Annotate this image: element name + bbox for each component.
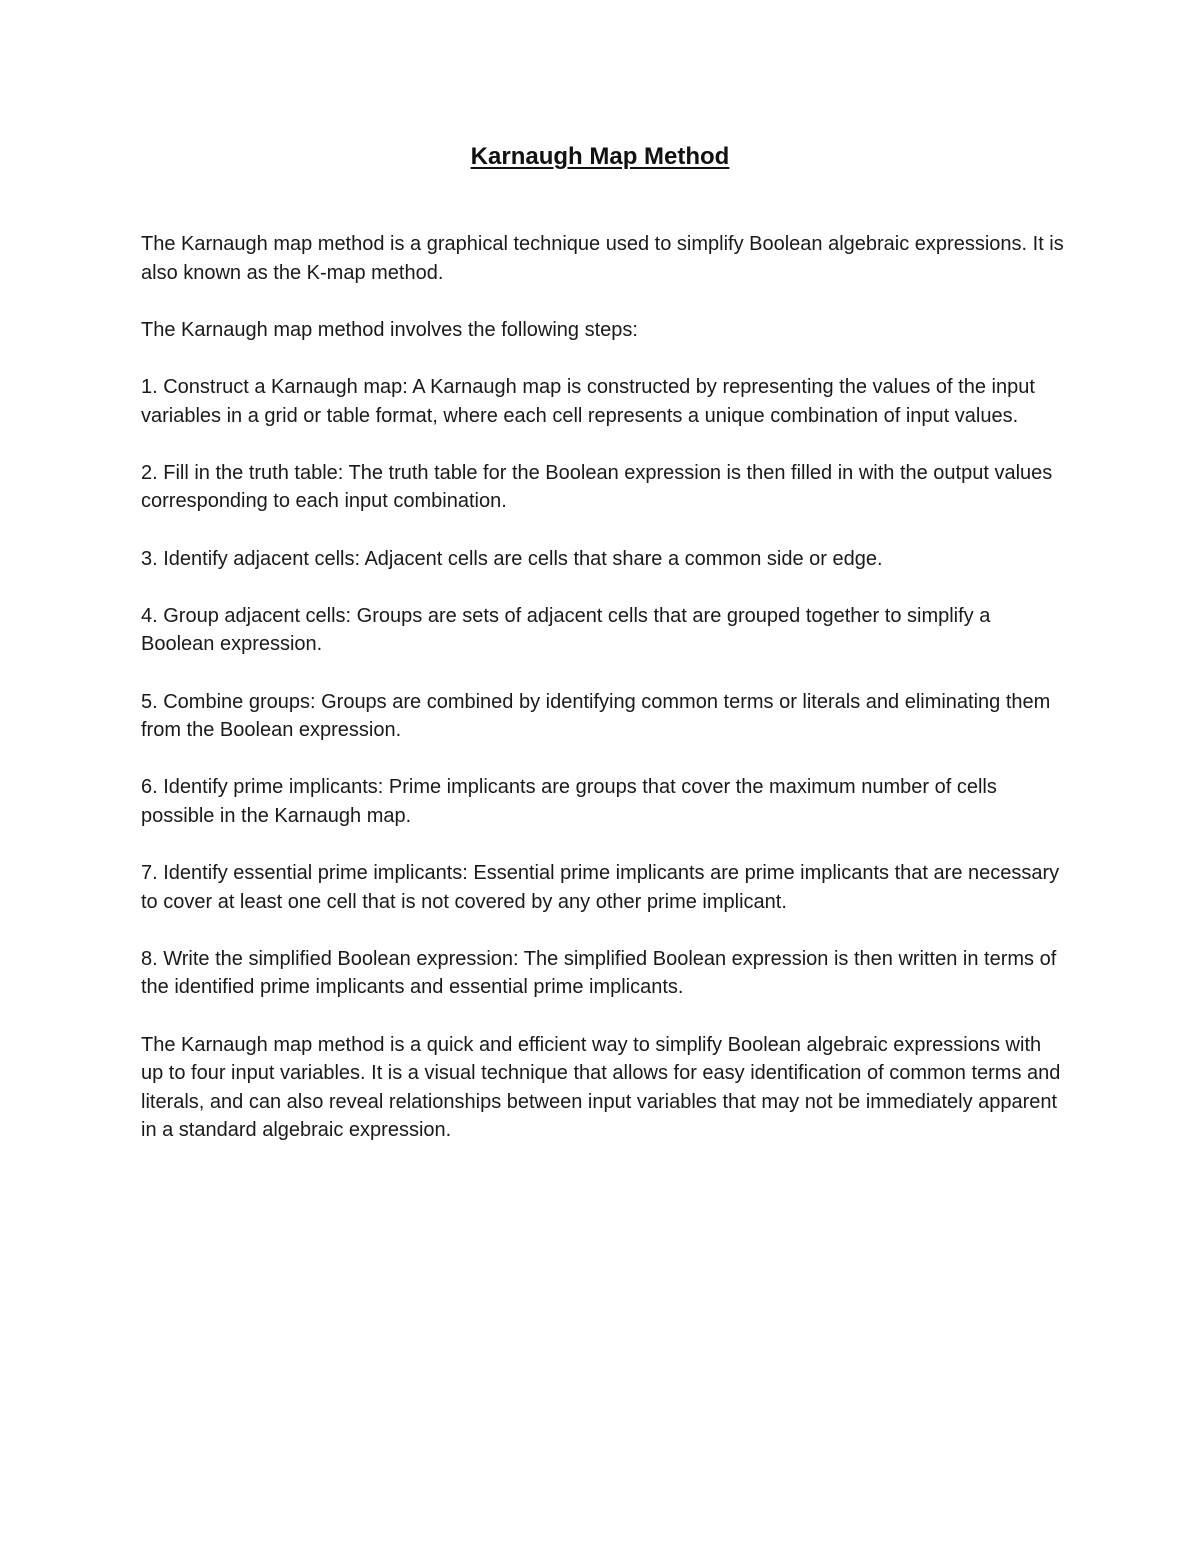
- document-body: [141, 230, 1066, 1174]
- step-8: 8. Write the simplified Boolean expression: The simplified Boolean expression is then written in terms of the identified prime implicants and essential prime implicants.: [141, 947, 1057, 999]
- step-2: 2. Fill in the truth table: The truth table for the Boolean expression is then filled in with the output values corresponding to each input combination.: [141, 461, 1053, 513]
- step-6: 6. Identify prime implicants: Prime implicants are groups that cover the maximum number of cells possible in the Karnaugh map.: [141, 776, 997, 827]
- intro-paragraph: The Karnaugh map method is a graphical technique used to simplify Boolean algebraic expressions. It is also known as the K-map method.: [141, 233, 1064, 284]
- step-1: 1. Construct a Karnaugh map: A Karnaugh map is constructed by representing the values of the input variables in a grid or table format, where each cell represents a unique combination of input values.: [141, 375, 1035, 427]
- step-5: 5. Combine groups: Groups are combined by identifying common terms or literals and eliminating them from the Boolean expression.: [141, 690, 1051, 742]
- step-3: 3. Identify adjacent cells: Adjacent cells are cells that share a common side or edge.: [141, 547, 883, 570]
- step-7: 7. Identify essential prime implicants: Essential prime implicants are prime implicants that are necessary to cover at least one cell that is not covered by any other prime implicant.: [141, 862, 1060, 913]
- page-title: Karnaugh Map Method: [470, 143, 730, 170]
- steps-intro-paragraph: The Karnaugh map method involves the following steps:: [141, 318, 638, 341]
- conclusion-paragraph: The Karnaugh map method is a quick and efficient way to simplify Boolean algebraic expressions with up to four input variables. It is a visual technique that allows for easy identification of common terms and literals, and can also reveal relationships between input variables that may not be immediately apparent in a standard algebraic expression.: [141, 1033, 1061, 1142]
- step-4: 4. Group adjacent cells: Groups are sets of adjacent cells that are grouped together to simplify a Boolean expression.: [141, 604, 991, 656]
